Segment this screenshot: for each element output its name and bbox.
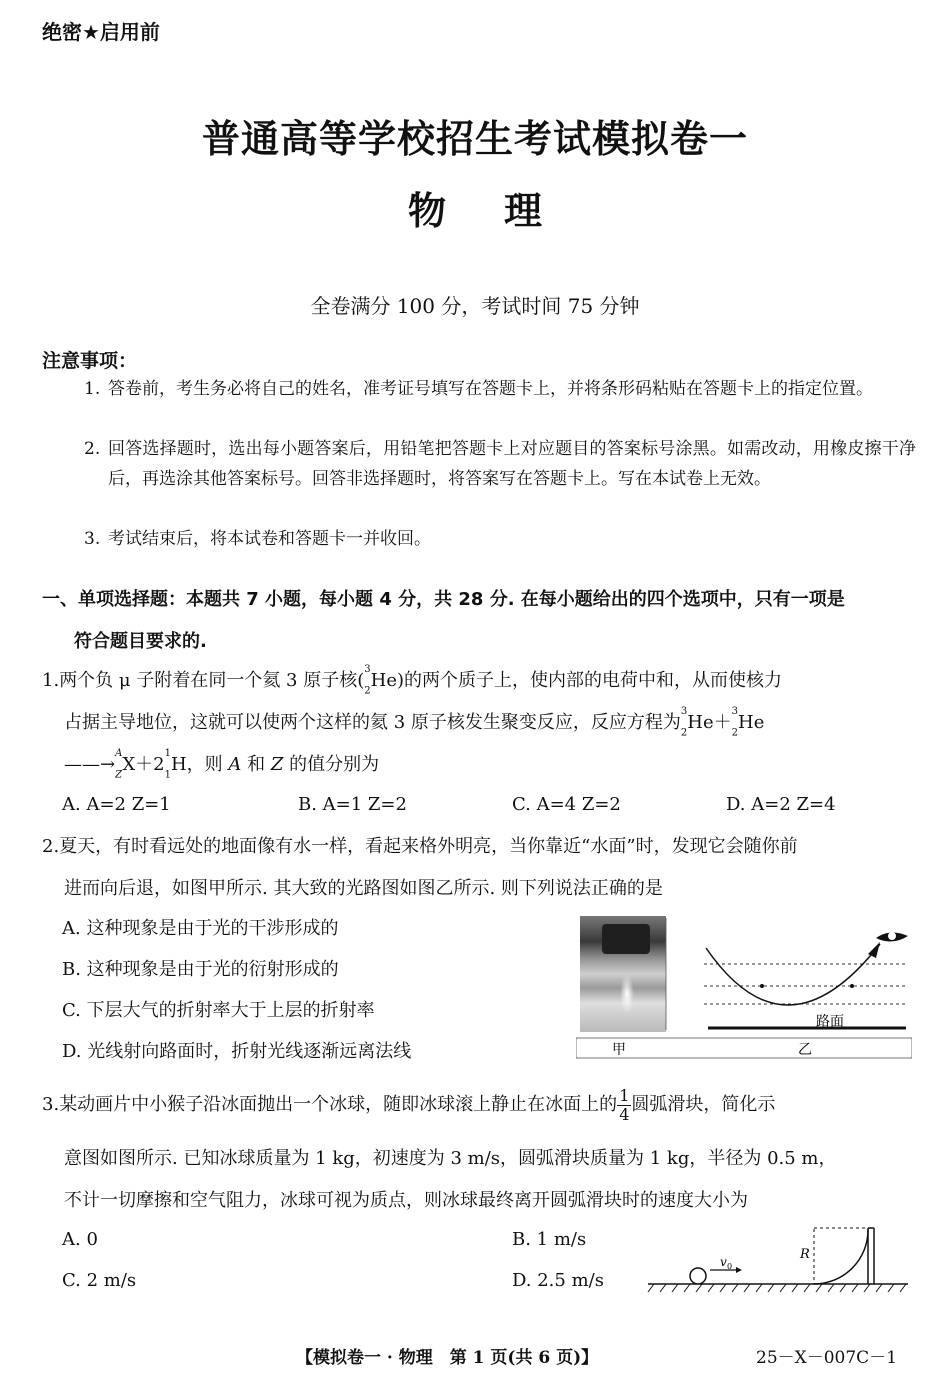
q1-text: He: [738, 712, 765, 733]
q1-text: H，则: [170, 754, 229, 775]
q3-number: 3.: [42, 1094, 60, 1115]
note-number: 1.: [84, 379, 101, 399]
footer-page-info: 【模拟卷一 · 物理 第 1 页(共 6 页)】: [296, 1348, 599, 1368]
note-text: 考试结束后，将本试卷和答题卡一并收回。: [108, 529, 431, 549]
v0-subscript: 0: [727, 1262, 733, 1271]
figure-label-yi: 乙: [798, 1042, 812, 1058]
ground-hatching: [648, 1284, 906, 1292]
q1-line1: [42, 660, 910, 702]
q1-text: He)的两个质子上，使内部的电荷中和，从而使核力: [370, 670, 782, 691]
section-heading: 一、单项选择题：本题共 7 小题，每小题 4 分，共 28 分. 在每小题给出的四个选项中，只有一项是: [42, 589, 845, 610]
note-number: 2.: [84, 439, 101, 459]
caption-frame: [576, 1038, 912, 1058]
q1-text: X＋2: [122, 754, 165, 775]
ice-ball-figure: [644, 1222, 912, 1294]
q2-text: 夏天，有时看远处的地面像有水一样，看起来格外明亮，当你靠近“水面”时，发现它会随你前: [59, 836, 798, 857]
he-nuclide-script: $^3$ $_2$: [731, 706, 739, 739]
q1-option-c[interactable]: C. A=4 Z=2: [512, 794, 621, 815]
q2-number: 2.: [42, 836, 60, 857]
q3-option-c[interactable]: C. 2 m/s: [62, 1270, 137, 1291]
he-nuclide-script: $^3$ $_2$: [364, 664, 371, 697]
note-item: [86, 524, 916, 554]
q1-text: 两个负 μ 子附着在同一个氦 3 原子核(: [59, 670, 365, 691]
q3-line2: 意图如图所示. 已知冰球质量为 1 kg，初速度为 3 m/s，圆弧滑块质量为 1 kg，半径为 0.5 m，: [64, 1148, 837, 1169]
section-heading-cont: 符合题目要求的.: [74, 631, 207, 652]
q1-text: 和: [241, 754, 271, 775]
q1-line2: [64, 702, 910, 744]
q3-line3: 不计一切摩擦和空气阻力，冰球可视为质点，则冰球最终离开圆弧滑块时的速度大小为: [64, 1190, 748, 1211]
q1-text: He＋: [687, 712, 732, 733]
reaction-arrow: ——→: [64, 754, 116, 775]
exam-title: 普通高等学校招生考试模拟卷一: [201, 116, 748, 161]
note-item: [86, 434, 916, 494]
radius-label: R: [800, 1247, 810, 1262]
q3-option-b[interactable]: B. 1 m/s: [512, 1229, 587, 1250]
q3-text: 某动画片中小猴子沿冰面抛出一个冰球，随即冰球滚上静止在冰面上的: [59, 1094, 618, 1115]
ray-point: [850, 984, 854, 988]
full-score-line: 全卷满分 100 分，考试时间 75 分钟: [310, 294, 640, 318]
note-item: [86, 374, 916, 404]
fraction-quarter: $\frac{1}{4}$: [619, 1085, 630, 1124]
q2-option-b[interactable]: B. 这种现象是由于光的衍射形成的: [62, 959, 339, 980]
q1-number: 1.: [42, 670, 60, 691]
ice-ball: [690, 1268, 706, 1284]
q1-option-b[interactable]: B. A=1 Z=2: [298, 794, 407, 815]
q1-option-d[interactable]: D. A=2 Z=4: [726, 794, 836, 815]
light-ray-path: [706, 944, 880, 1005]
quarter-arc-surface: [814, 1230, 868, 1284]
var-z: Z: [270, 754, 284, 775]
note-number: 3.: [84, 529, 101, 549]
eye-pupil: [888, 932, 896, 940]
h-nuclide-script: $^1$ $_1$: [164, 748, 171, 781]
footer-code: 25－X－007C－1: [756, 1348, 898, 1368]
q1-line3: [64, 744, 910, 786]
q1-text: 占据主导地位，这就可以使两个这样的氦 3 原子核发生聚变反应，反应方程为: [64, 712, 681, 733]
note-text: 答卷前，考生务必将自己的姓名，准考证号填写在答题卡上，并将条形码粘贴在答题卡上的指定位置。: [108, 379, 873, 399]
he-nuclide-script: $^3$ $_2$: [680, 706, 688, 739]
q3-option-a[interactable]: A. 0: [62, 1229, 98, 1250]
var-a: A: [228, 754, 242, 775]
q1-text: 的值分别为: [283, 754, 380, 775]
q2-option-c[interactable]: C. 下层大气的折射率大于上层的折射率: [62, 1000, 375, 1021]
ray-point: [760, 984, 764, 988]
q2-line1: [42, 826, 910, 868]
q2-option-a[interactable]: A. 这种现象是由于光的干涉形成的: [62, 918, 339, 939]
q2-line2: 进而向后退，如图甲所示. 其大致的光路图如图乙所示. 则下列说法正确的是: [64, 878, 663, 899]
slider-bounding-box: [814, 1228, 868, 1284]
q1-option-a[interactable]: A. A=2 Z=1: [62, 794, 171, 815]
subject-title: 物理: [407, 188, 600, 233]
q2-option-d[interactable]: D. 光线射向路面时，折射光线逐渐远离法线: [62, 1041, 412, 1062]
q3-option-d[interactable]: D. 2.5 m/s: [512, 1270, 604, 1291]
v0-label: v: [720, 1255, 727, 1269]
q3-text: 圆弧滑块，简化示: [631, 1094, 776, 1115]
velocity-arrow-head: [736, 1267, 742, 1273]
q3-line1: [42, 1084, 910, 1126]
x-nuclide-script: $^A$ $_Z$: [115, 748, 123, 781]
notes-heading: 注意事项：: [42, 350, 138, 372]
road-label: 路面: [816, 1014, 844, 1030]
note-text: 回答选择题时，选出每小题答案后，用铅笔把答题卡上对应题目的答案标号涂黑。如需改动，用橡皮擦干净后，再选涂其他答案标号。回答非选择题时，将答案写在答题卡上。写在本试卷上无效。: [108, 439, 916, 489]
light-path-figure: [576, 916, 912, 1060]
secret-mark: 绝密★启用前: [42, 20, 160, 44]
figure-label-jia: 甲: [612, 1042, 626, 1058]
